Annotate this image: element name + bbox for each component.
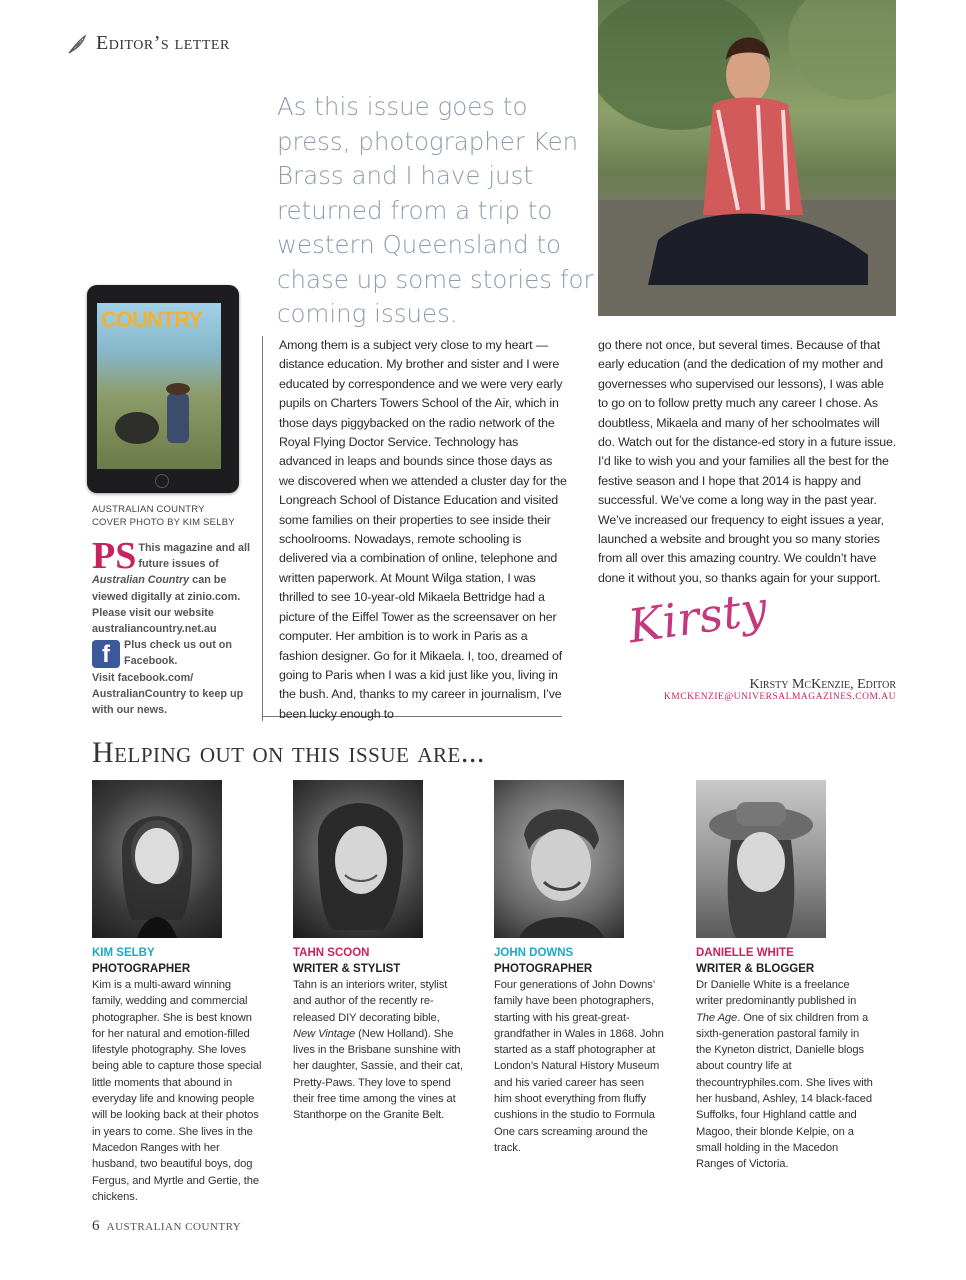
contributor-card — [494, 780, 664, 1156]
contributor-role: WRITER & BLOGGER — [696, 963, 815, 975]
publication-name: AUSTRALIAN COUNTRY — [106, 1221, 242, 1233]
pull-quote: As this issue goes to press, photographer Ken Brass and I have just returned from a trip to western Queensland to chase up some stories for coming issues. — [277, 92, 594, 328]
letter-column-1: Among them is a subject very close to my heart — distance education. My brother and sister and I were educated by correspondence and we were very early pupils on Charters Towers School of the Air, which in those days piggybacked on the radio network of the Royal Flying Doctor Service. Technology has advanced in leaps and bounds since those days as we discovered when we attended a cluster day for the Longreach School of Distance Education and visited some families on their properties to see inside their schoolrooms. Nowadays, remote schooling is delivered via a combination of online, telephone and written paperwork. At Mount Wilga station, I was thrilled to see 10-year-old Mikaela Bettridge had a picture of the Eiffel Tower as the screensaver on her computer. Her ambition is to work in Paris as a fashion designer. Go for it Mikaela. I, too, dreamed of going to Paris when I was a kid just like you, living in the bush. And, thanks to my career in journalism, I’ve been lucky enough to — [279, 338, 567, 721]
section-title: Editor’s letter — [96, 32, 230, 54]
section-header — [66, 32, 230, 55]
letter-column-2: go there not once, but several times. Because of that early education (and the dedication of my mother and governesses who supervised our lessons), I was able to go on to follow pretty much any career I chose. As doubtless, Mikaela and many of her schoolmates will do. Watch out for the distance-ed story in a future issue. I’d like to wish you and your families all the best for the festive season and I hope that 2014 is happy and successful. We’ve come a long way in the past year. We’ve increased our frequency to eight issues a year, launched a website and brought you so many stories from all over this amazing country. We couldn’t have done it without you, so thanks again for your support. — [598, 338, 897, 585]
contributor-bio: Dr Danielle White is a freelance writer predominantly published in The Age. One of six children from a sixth-generation pastoral family in the Kyneton district, Danielle blogs about country life at thecountryphiles.com. She lives with her husband, Ashley, 14 black-faced Suffolks, four Highland cattle and Magoo, their blonde Kelpie, on a small holding in the Macedon Ranges of Victoria. — [696, 979, 873, 1171]
contributor-role: PHOTOGRAPHER — [494, 963, 593, 975]
contributor-name: JOHN DOWNS — [494, 947, 574, 959]
contributor-card — [92, 780, 262, 1205]
page-footer — [92, 1218, 241, 1235]
contributor-role: WRITER & STYLIST — [293, 963, 401, 975]
contributors-heading: Helping out on this issue are... — [92, 736, 485, 769]
cover-caption: AUSTRALIAN COUNTRY COVER PHOTO BY KIM SELBY — [92, 504, 235, 528]
contributor-name: DANIELLE WHITE — [696, 947, 794, 959]
contributor-photo — [293, 780, 423, 938]
ps-letters: PS — [92, 535, 137, 577]
column-rule — [262, 336, 263, 721]
editor-name: Kirsty McKenzie, Editor — [749, 677, 896, 692]
contributor-name: TAHN SCOON — [293, 947, 370, 959]
feather-icon — [66, 33, 88, 55]
facebook-prompt: Plus check us out on Facebook. — [124, 639, 232, 668]
cover-image — [97, 303, 221, 469]
ps-note: PS This magazine and all future issues of Australian Country can be viewed digitally at zinio.com. Please visit our website australiancountry.net.au f Plus check us out on Facebook. Visit facebook.com/ AustralianCountry to keep up with our news. — [92, 540, 252, 718]
contributor-bio: Kim is a multi-award winning family, wedding and commercial photographer. She is best known for her natural and emotion-filled lifestyle photography. She loves being able to capture those special little moments that abound in everyday life and knowing people will be looking back at their photos in years to come. She lives in the Macedon Ranges with her husband, two beautiful boys, dog Fergus, and Myrtle and Gertie, the chickens. — [92, 979, 262, 1203]
tablet-home-button — [155, 474, 169, 488]
signature: Kirsty — [624, 580, 771, 654]
tablet-magazine-cover — [87, 285, 239, 493]
contributor-photo — [494, 780, 624, 938]
contributor-bio: Tahn is an interiors writer, stylist and author of the recently re-released DIY decorating bible, New Vintage (New Holland). She lives in the Brisbane sunshine with her daughter, Sassie, and their cat, Pretty-Paws. They love to spend their free time among the vines at Stanthorpe on the Granite Belt. — [293, 979, 463, 1122]
contributor-bio: Four generations of John Downs’ family have been photographers, starting with his great-great-grandfather in Wales in 1868. John started as a staff photographer at London’s Natural History Museum and his varied career has seen him shoot everything from fluffy cushions in the studio to Formula One cars screaming around the track. — [494, 979, 664, 1154]
facebook-url: Visit facebook.com/ AustralianCountry to keep up with our news. — [92, 671, 244, 717]
contributor-photo — [696, 780, 826, 938]
contributor-role: PHOTOGRAPHER — [92, 963, 191, 975]
contributor-name: KIM SELBY — [92, 947, 155, 959]
contributor-photo — [92, 780, 222, 938]
cover-logo: COUNTRY — [101, 307, 202, 332]
editor-email[interactable]: KMCKENZIE@UNIVERSALMAGAZINES.COM.AU — [663, 692, 896, 702]
contributor-card — [696, 780, 876, 1173]
contributor-card — [293, 780, 463, 1124]
editor-photo — [598, 0, 896, 316]
page-number: 6 — [92, 1218, 100, 1234]
facebook-icon[interactable]: f — [92, 640, 120, 668]
